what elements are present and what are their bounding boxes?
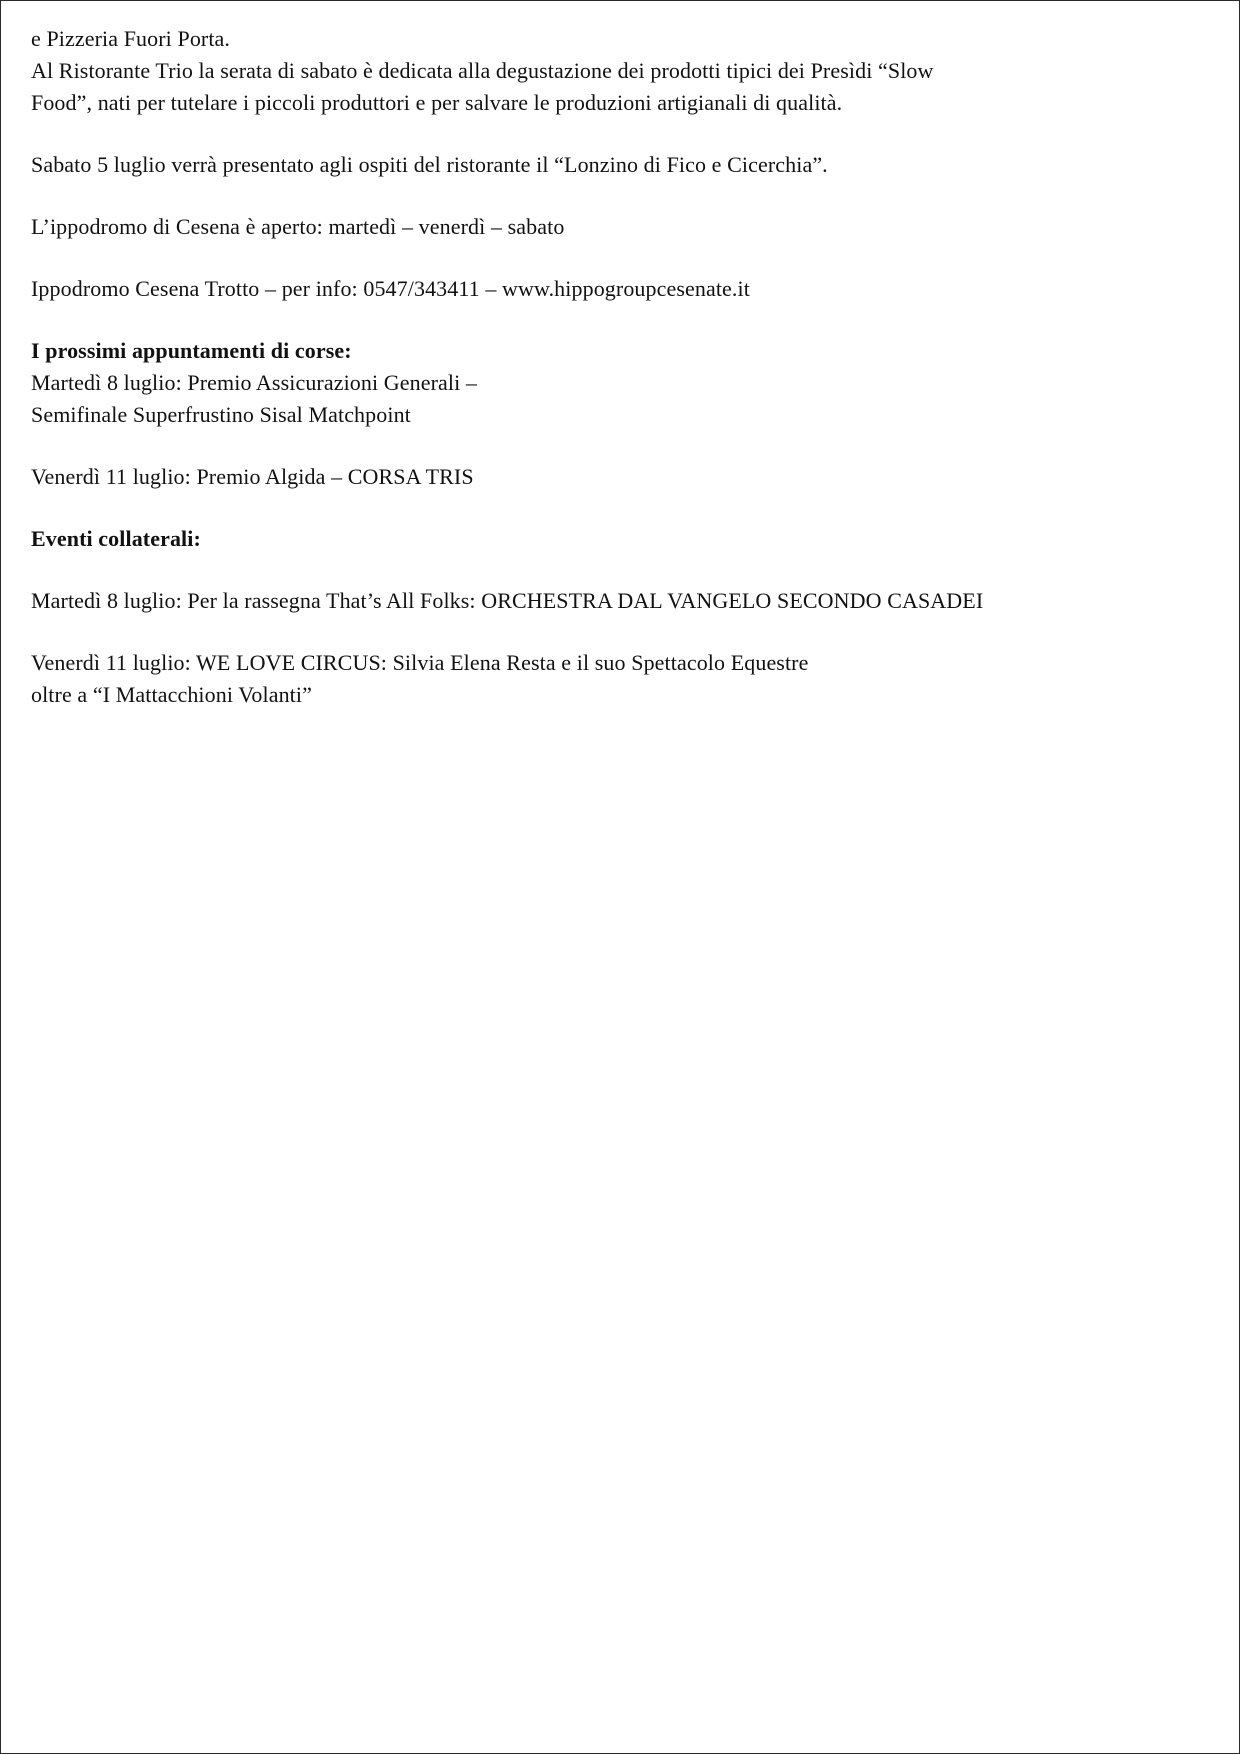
spacer <box>31 243 1226 273</box>
race-item-1-line-2: Semifinale Superfrustino Sisal Matchpoint <box>31 402 411 427</box>
intro-line-3: Food”, nati per tutelare i piccoli produttori e per salvare le produzioni artigianali di qualità. <box>31 90 843 115</box>
event-item-2-line-2: oltre a “I Mattacchioni Volanti” <box>31 682 312 707</box>
spacer <box>31 617 1226 647</box>
events-heading: Eventi collaterali: <box>31 526 201 551</box>
opening-days: L’ippodromo di Cesena è aperto: martedì – venerdì – sabato <box>31 214 565 239</box>
spacer <box>31 305 1226 335</box>
races-heading: I prossimi appuntamenti di corse: <box>31 338 352 363</box>
spacer <box>31 555 1226 585</box>
event-item-2-line-1: Venerdì 11 luglio: WE LOVE CIRCUS: Silvia Elena Resta e il suo Spettacolo Equestre <box>31 650 809 675</box>
race-item-2: Venerdì 11 luglio: Premio Algida – CORSA TRIS <box>31 464 474 489</box>
intro-line-1: e Pizzeria Fuori Porta. <box>31 26 231 51</box>
race-item-1-line-1: Martedì 8 luglio: Premio Assicurazioni Generali – <box>31 370 478 395</box>
event-item-1: Martedì 8 luglio: Per la rassegna That’s All Folks: ORCHESTRA DAL VANGELO SECONDO CASADEI <box>31 588 984 613</box>
spacer <box>31 493 1226 523</box>
spacer <box>31 431 1226 461</box>
intro-line-2: Al Ristorante Trio la serata di sabato è dedicata alla degustazione dei prodotti tipici dei Presìdi “Slow <box>31 58 934 83</box>
spacer <box>31 181 1226 211</box>
document-body <box>31 23 1226 711</box>
contact-info: Ippodromo Cesena Trotto – per info: 0547/343411 – www.hippogroupcesenate.it <box>31 276 750 301</box>
saturday-note: Sabato 5 luglio verrà presentato agli ospiti del ristorante il “Lonzino di Fico e Cicerchia”. <box>31 152 828 177</box>
spacer <box>31 119 1226 149</box>
